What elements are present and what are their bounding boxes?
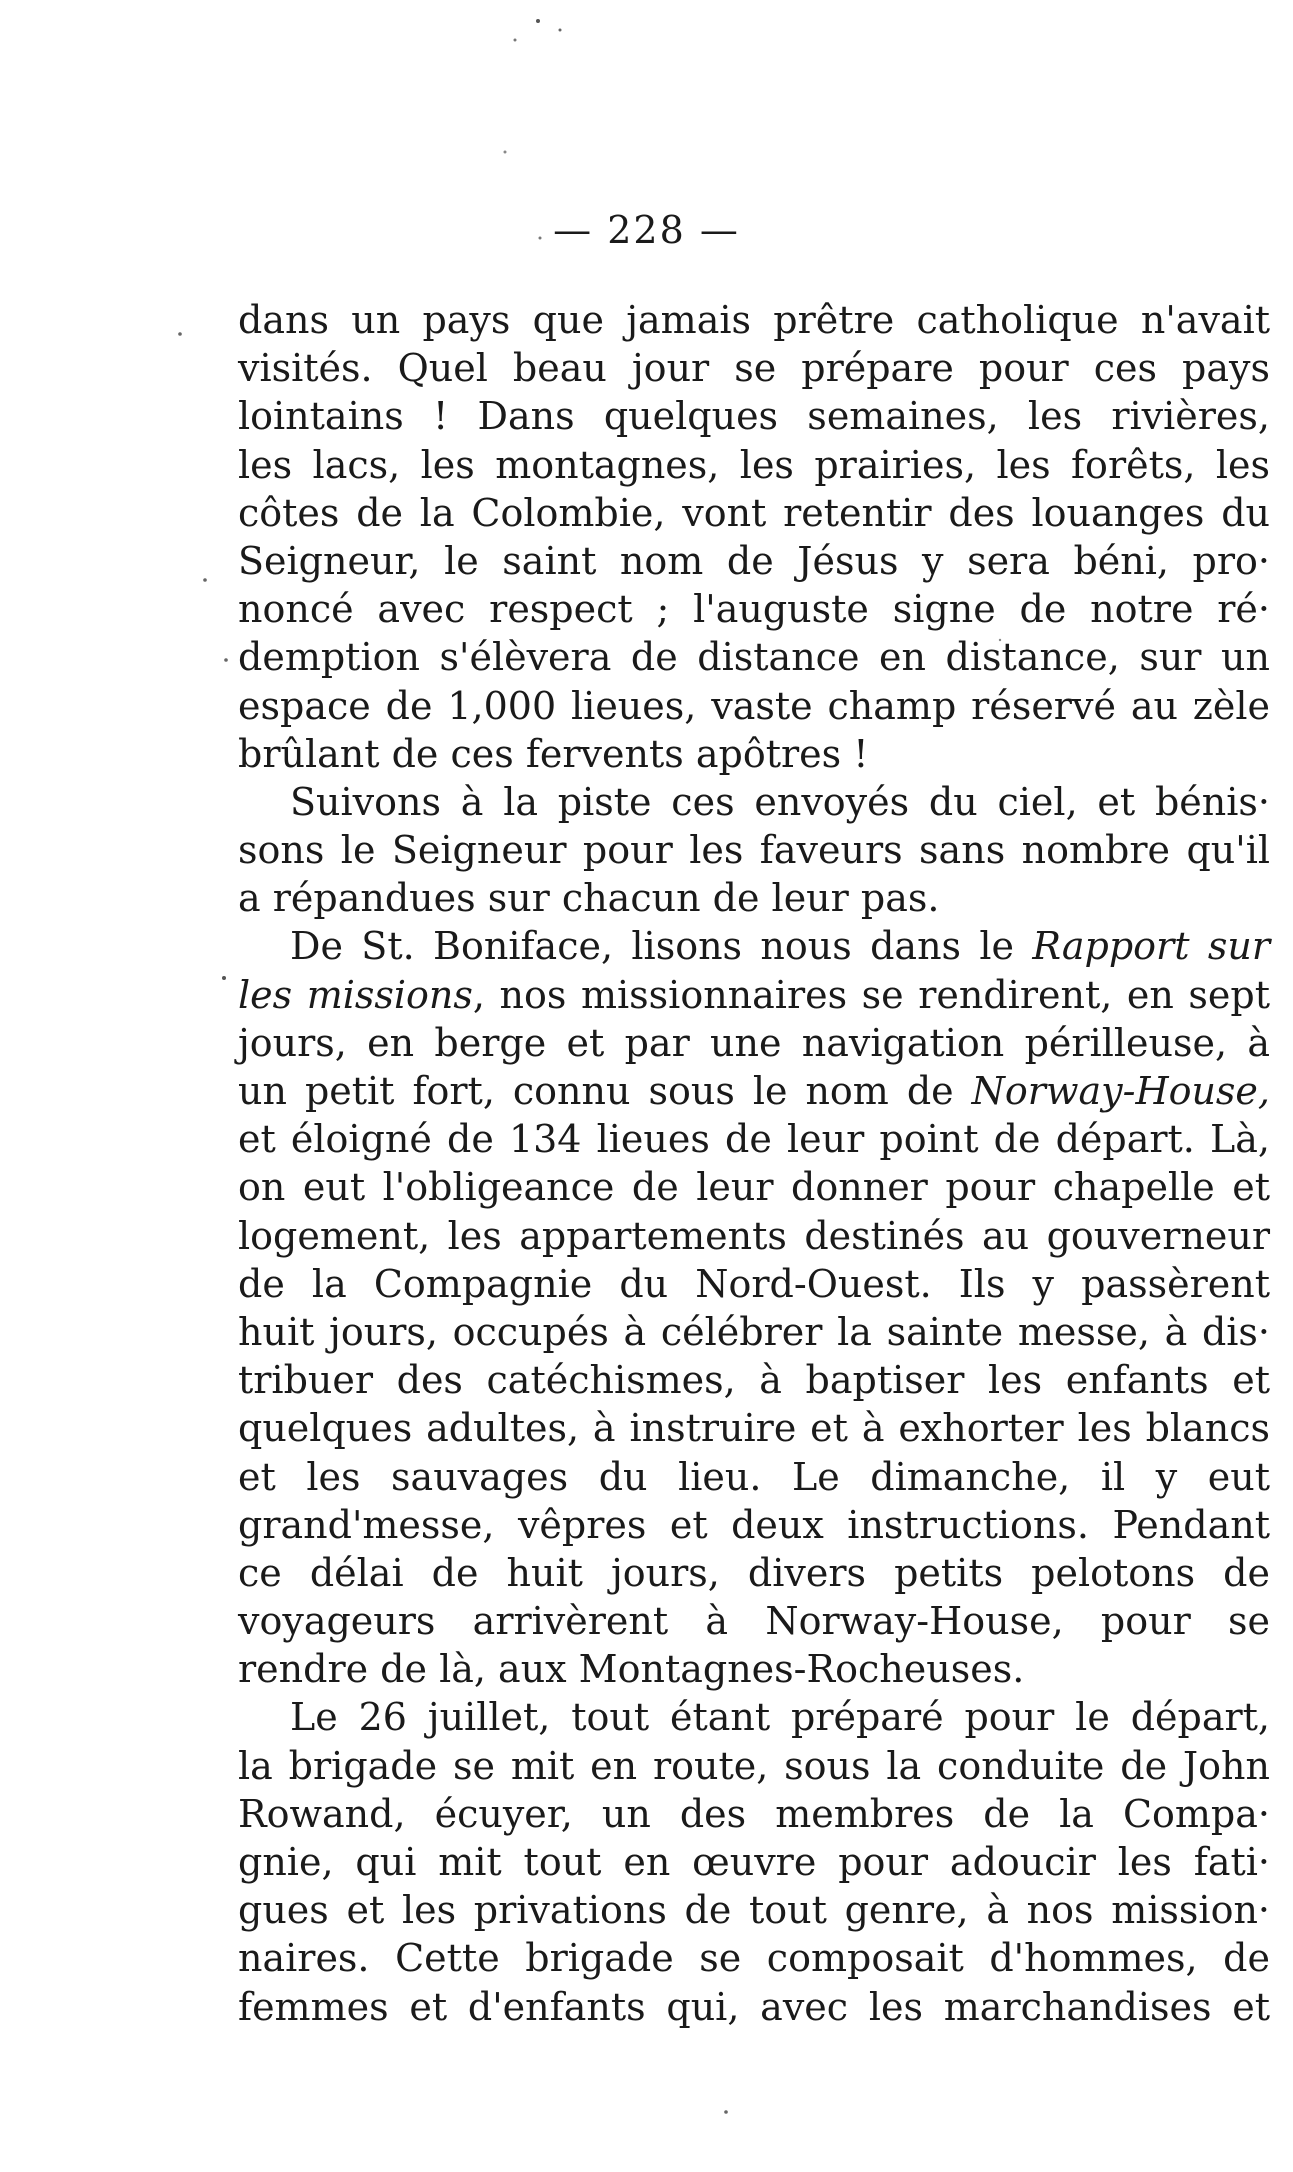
text-line: naires. Cette brigade se composait d'hommes, de bbox=[238, 1936, 1270, 1981]
text-line: Suivons à la piste ces envoyés du ciel, et bénis· bbox=[290, 779, 1270, 824]
speck bbox=[178, 332, 182, 336]
text-line: et les sauvages du lieu. Le dimanche, il y eut bbox=[238, 1454, 1270, 1499]
text-line: femmes et d'enfants qui, avec les marchandises et bbox=[238, 1984, 1270, 2029]
italic-title: les missions bbox=[238, 972, 473, 1017]
text-line: quelques adultes, à instruire et à exhorter les blancs bbox=[238, 1406, 1270, 1451]
italic-title: Rapport sur bbox=[1032, 924, 1270, 969]
text-line: huit jours, occupés à célébrer la sainte messe, à dis· bbox=[238, 1309, 1270, 1354]
page-number: — 228 — bbox=[553, 208, 740, 252]
text-line: noncé avec respect ; l'auguste signe de notre ré· bbox=[238, 587, 1270, 632]
speck bbox=[504, 151, 507, 154]
text-line: et éloigné de 134 lieues de leur point de départ. Là, bbox=[238, 1117, 1270, 1162]
text-line: visités. Quel beau jour se prépare pour ces pays bbox=[238, 346, 1270, 391]
text-line: grand'messe, vêpres et deux instructions. Pendant bbox=[238, 1502, 1270, 1547]
text-segment: , nos missionnaires se rendirent, en sept bbox=[472, 972, 1270, 1017]
text-line: logement, les appartements destinés au gouverneur bbox=[238, 1213, 1270, 1258]
text-line: a répandues sur chacun de leur pas. bbox=[238, 876, 940, 921]
text-line: dans un pays que jamais prêtre catholique n'avait bbox=[238, 298, 1270, 342]
speck bbox=[203, 578, 207, 582]
speck bbox=[536, 19, 540, 23]
speck bbox=[724, 2110, 728, 2114]
text-line: la brigade se mit en route, sous la conduite de John bbox=[238, 1743, 1270, 1788]
text-line: espace de 1,000 lieues, vaste champ réservé au zèle bbox=[238, 683, 1270, 728]
text-line: lointains ! Dans quelques semaines, les rivières, bbox=[238, 394, 1270, 439]
text-line: Seigneur, le saint nom de Jésus y sera béni, pro· bbox=[238, 538, 1270, 583]
text-line bbox=[238, 922, 1270, 970]
text-line: brûlant de ces fervents apôtres ! bbox=[238, 731, 869, 776]
text-line: sons le Seigneur pour les faveurs sans nombre qu'il bbox=[238, 828, 1270, 873]
speck bbox=[559, 29, 562, 32]
body-text bbox=[238, 296, 1270, 2031]
text-line: gues et les privations de tout genre, à nos mission· bbox=[238, 1888, 1270, 1933]
text-line: gnie, qui mit tout en œuvre pour adoucir les fati· bbox=[238, 1840, 1270, 1884]
text-line: les lacs, les montagnes, les prairies, les forêts, les bbox=[238, 442, 1270, 487]
text-line: demption s'élèvera de distance en distance, sur un bbox=[238, 635, 1270, 680]
text-segment: un petit fort, connu sous le nom de bbox=[238, 1069, 972, 1113]
text-line bbox=[238, 971, 1270, 1019]
text-line: ce délai de huit jours, divers petits pelotons de bbox=[238, 1550, 1270, 1595]
speck bbox=[222, 976, 226, 980]
text-line: on eut l'obligeance de leur donner pour chapelle et bbox=[238, 1165, 1270, 1210]
text-line: de la Compagnie du Nord-Ouest. Ils y passèrent bbox=[238, 1261, 1270, 1306]
text-line: Le 26 juillet, tout étant préparé pour le départ, bbox=[290, 1695, 1270, 1740]
speck bbox=[224, 658, 228, 662]
text-line: côtes de la Colombie, vont retentir des louanges du bbox=[238, 490, 1270, 535]
text-line: Rowand, écuyer, un des membres de la Compa· bbox=[238, 1791, 1270, 1836]
text-line bbox=[238, 1067, 1270, 1115]
text-line: tribuer des catéchismes, à baptiser les enfants et bbox=[238, 1358, 1270, 1403]
text-segment: De St. Boniface, lisons nous dans le bbox=[290, 924, 1033, 969]
text-line: jours, en berge et par une navigation périlleuse, à bbox=[238, 1020, 1270, 1065]
speck bbox=[514, 39, 517, 42]
text-line: voyageurs arrivèrent à Norway-House, pour se bbox=[238, 1599, 1270, 1644]
text-line: rendre de là, aux Montagnes-Rocheuses. bbox=[238, 1647, 1025, 1692]
italic-place: Norway-House, bbox=[971, 1069, 1270, 1113]
